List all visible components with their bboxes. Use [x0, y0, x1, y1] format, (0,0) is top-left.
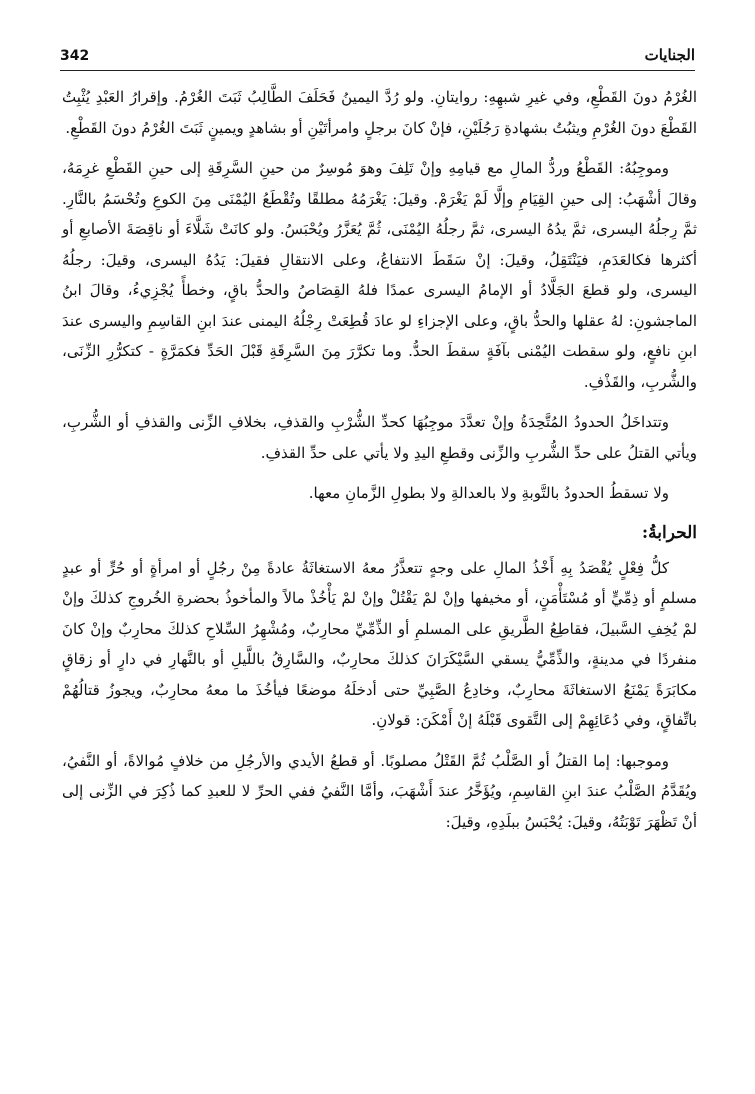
page-number: 342	[60, 48, 90, 64]
paragraph-overlapping-punishments: وتتداخَلُ الحدودُ المُتَّحِدَةُ وإنْ تعدَّدَ موجِبُهَا كحدِّ الشُّرْبِ والقذفِ، بخلافِ الزِّنى والقذفِ أو الشُّربِ، ويأتي القتلُ على حدِّ الشُّربِ والزِّنى وقطعِ اليدِ ولا يأتي على حدِّ القذفِ.	[62, 413, 697, 462]
paragraph-theft-confession: الغُرْمُ دونَ القَطْعِ، وفي غيرِ شبهِهِ: روايتانِ. ولو رُدَّ اليمينُ فَحَلَفَ الطَّالِبُ ثَبَتَ الغُرْمُ. وإقرارُ العَبْدِ يُثْبِتُ القَطْعَ دونَ الغُرْمِ ويثبُتُ بشهادةِ رَجُلَيْنِ، فإنْ كانَ برجلٍ وامرأتَيْنِ أو بشاهدٍ ويمينٍ ثَبَتَ الغُرْمُ دونَ القَطْعِ.	[62, 88, 697, 137]
running-header	[60, 36, 695, 64]
body-text	[62, 82, 697, 837]
paragraph-theft-penalty: وموجِبُهُ: القَطْعُ وردُّ المالِ مع قيامِهِ وإنْ تَلِفَ وهوَ مُوسِرٌ من حينِ السَّرِقَةِ إلى حينِ القَطْعِ غرِمَهُ، وقالَ أشْهَبُ: إلى حينِ القِيَامِ وإلَّا لَمْ يَغْرَمْ. وقيلَ: يَغْرَمُهُ مطلقًا وتُقْطَعُ اليُمْنَى مِنَ الكوعِ وتُحْسَمُ بالنَّارِ. ثمَّ رِجلُهُ اليسرى، ثمَّ يدُهُ اليسرى، ثمَّ رجلُهُ اليُمْنَى، ثُمَّ يُعَزَّرُ ويُحْبَسُ. ولو كانَتْ شَلَّاءَ أو ناقِصَةَ الأصابعِ أو أكثرها فكالعَدَمِ، فيَنْتَقِلُ، وقيلَ: إنْ سَقَطَ الانتفاعُ، وعلى الانتقالِ فقيلَ: يَدُهُ اليسرى، وقيلَ: رجلُهُ اليسرى، ولو قطعَ الجَلَّادُ أو الإمامُ اليسرى عمدًا فلهُ القِصَاصُ والحدُّ باقٍ، وخطأً يُجْزِيءُ، وقالَ ابنُ الماجشونِ: لهُ عقلها والحدُّ باقٍ، وعلى الإجزاءِ لو عادَ قُطِعَتْ رِجْلُهُ اليمنى عندَ ابنِ القاسِمِ واليسرى عندَ ابنِ نافعٍ، ولو سقطت اليُمْنى بآفَةٍ سقطَ الحدُّ. وما تكرَّرَ مِنَ السَّرِقَةِ قَبْلَ الحَدِّ فكمَرَّةٍ - كتكرُّرِ الزِّنَى، والشُّربِ، والقَذْفِ.	[62, 159, 697, 391]
paragraph-hirabah-penalty: وموجبها: إما القتلُ أو الصَّلْبُ ثُمَّ القَتْلُ مصلوبًا. أو قطعُ الأيدي والأرجُلِ من خلافٍ مُوالاةً، أو النَّفيُ، ويُقَدَّمُ الصَّلْبُ عندَ ابنِ القاسِمِ، ويُؤَخَّرُ عندَ أَشْهَبَ، وأمَّا النَّفيُ ففي الحرِّ لا للعبدِ كما ذُكِرَ في الزِّنى إلى أنْ تَظْهَرَ تَوْبَتُهُ، وقيلَ: يُحْبَسُ ببلَدِهِ، وقيلَ:	[62, 751, 697, 831]
section-heading-hirabah: الحرابةُ:	[641, 522, 697, 543]
paragraph-punishments-not-dropped: ولا تسقطُ الحدودُ بالتَّوبةِ ولا بالعدالةِ ولا بطولِ الزَّمانِ معها.	[308, 484, 669, 502]
header-divider	[60, 70, 695, 71]
paragraph-hirabah-definition: كلُّ فِعْلٍ يُقْصَدُ بِهِ أَخْذُ المالِ على وجهٍ تتعذَّرُ معهُ الاستغاثَةُ عادةً مِنْ رجُلٍ أو امرأةٍ أو حُرٍّ أو عبدٍ مسلمٍ أو ذِمِّيٍّ أو مُسْتَأْمَنٍ، أو مخيفها وإنْ لمْ يَقْتُلْ وإنْ لمْ يَأْخُذْ مالاً والمأخوذُ بحضرةِ الخُروجِ كذلكَ وإنْ لمْ يُخِفِ السَّبيلَ، فقاطِعُ الطَّريقِ على المسلمِ أو الذِّمِّيِّ محارِبٌ، ومُشْهِرُ السِّلاحِ كذلكَ محارِبٌ وإنْ كانَ منفردًا في مدينةٍ، والذِّمِّيُّ يسقي السَّيْكَرَانَ كذلكَ محارِبٌ، والسَّارِقُ باللَّيلِ أو بالنَّهارِ في دارٍ أو زقاقٍ مكابَرَةً يَمْنَعُ الاستغاثَةَ محارِبٌ، وخادِعُ الصَّبِيِّ حتى أدخلَهُ موضعًا فيأخُذَ ما معهُ محارِبٌ، ويجوزُ قتالُهُمْ باتِّفاقٍ، وفي دُعَائِهِمْ إلى التَّقوى قَبْلَهُ إنْ أَمْكَنَ: قولانِ.	[62, 558, 697, 729]
running-title: الجنايات	[644, 46, 695, 64]
